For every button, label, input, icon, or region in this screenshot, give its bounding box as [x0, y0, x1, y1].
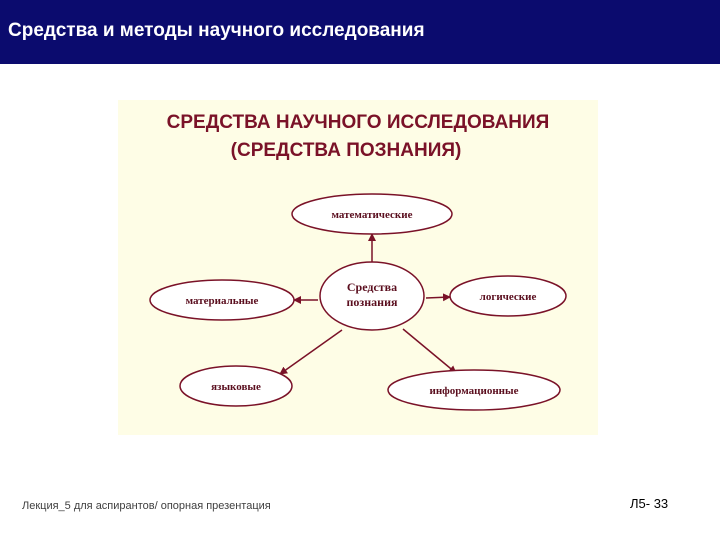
node-informational-label: информационные	[429, 385, 519, 397]
concept-diagram	[118, 100, 598, 435]
arrow-to-linguistic	[280, 330, 342, 374]
center-node-line1: Средства	[346, 280, 398, 294]
diagram-heading-line2: (СРЕДСТВА ПОЗНАНИЯ)	[230, 140, 462, 161]
node-material	[150, 280, 294, 320]
center-node-line2: познания	[346, 295, 398, 309]
node-logical-label: логические	[479, 291, 537, 303]
footer-caption: Лекция_5 для аспирантов/ опорная презентация	[22, 500, 271, 512]
node-mathematical-label: математические	[331, 209, 413, 221]
slide-title: Средства и методы научного исследования	[8, 20, 425, 41]
node-logical	[450, 276, 566, 316]
diagram-panel	[118, 100, 598, 435]
node-material-label: материальные	[185, 295, 259, 307]
slide-number: Л5- 33	[630, 496, 669, 511]
node-linguistic	[180, 366, 292, 406]
center-node	[320, 262, 424, 330]
title-bar	[0, 0, 720, 64]
node-mathematical	[292, 194, 452, 234]
node-linguistic-label: языковые	[211, 381, 261, 393]
arrow-to-logical	[426, 297, 450, 298]
node-informational	[388, 370, 560, 410]
arrow-to-informational	[403, 329, 456, 373]
diagram-heading-line1: СРЕДСТВА НАУЧНОГО ИССЛЕДОВАНИЯ	[166, 112, 550, 133]
